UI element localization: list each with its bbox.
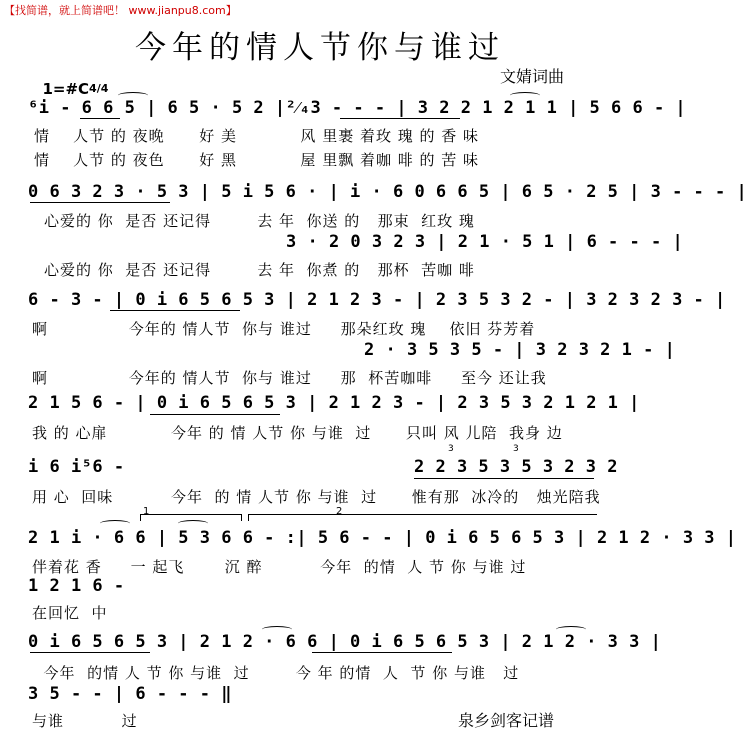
beam-underline [80,118,120,119]
site-header: 【找简谱，就上简谱吧！ www.jianpu8.com】 [4,4,237,17]
slur-mark [118,92,148,99]
slur-mark [510,92,540,99]
key-signature [32,62,108,98]
time-signature: 4/4 [89,82,109,95]
lyric-line-6: 啊 今年的 情人节 你与 谁过 那 杯苦咖啡 至今 还让我 [32,369,547,387]
beam-underline [30,652,150,653]
transcriber-credit: 泉乡剑客记谱 [458,711,555,730]
notation-line-6: 2 1 5 6 - | 0 i 6 5 6 5 3 | 2 1 2 3 - | 2 3 5 3 2 1 2 1 | [28,393,640,413]
notation-line-12: 3 5 - - | 6 - - - ‖ [28,684,232,704]
notation-line-9: 2 1 i · 6 6 | 5 3 6 6 - :| 5 6 - - | 0 i 6 5 6 5 3 | 2 1 2 · 3 3 | [28,528,737,548]
key-signature-text: 1=#C [42,80,90,98]
volta-bracket-2 [248,514,597,521]
slur-mark [262,626,292,633]
lyric-line-5: 啊 今年的 情人节 你与 谁过 那朵红玫 瑰 依旧 芬芳着 [32,320,536,338]
triplet-mark-2: 3 [513,444,519,454]
lyric-line-4: 心爱的 你 是否 还记得 去 年 你煮 的 那杯 苦咖 啡 [44,261,475,279]
notation-line-10: 1 2 1 6 - [28,576,125,596]
beam-underline [30,202,170,203]
lyric-line-2: 情 人节 的 夜色 好 黑 屋 里飘 着咖 啡 的 苦 味 [34,151,480,169]
notation-line-4: 6 - 3 - | 0 i 6 5 6 5 3 | 2 1 2 3 - | 2 3 5 3 2 - | 3 2 3 2 3 - | [28,290,726,310]
notation-line-1: ⁶i - 6 6 5 | 6 5 · 5 2 |²⁄₄3 - - - | 3 2 2 1 2 1 1 | 5 6 6 - | [28,98,687,118]
slur-mark [556,626,586,633]
beam-underline [414,478,594,479]
notation-line-8: 2 2 3 5 3 5 3 2 3 2 [414,457,618,477]
slur-mark [178,520,208,527]
notation-line-3: 3 · 2 0 3 2 3 | 2 1 · 5 1 | 6 - - - | [286,232,684,252]
composer-credit: 文婧词曲 [500,67,565,86]
lyric-line-8: 用 心 回味 今年 的 情 人节 你 与谁 过 惟有那 冰冷的 烛光陪我 [32,488,601,506]
lyric-line-9: 伴着花 香 一 起飞 沉 醉 今年 的情 人 节 你 与谁 过 [32,558,527,576]
lyric-line-7: 我 的 心扉 今年 的 情 人节 你 与谁 过 只叫 风 儿陪 我身 边 [32,424,563,442]
lyric-line-12: 与谁 过 [32,712,138,730]
lyric-line-10: 在回忆 中 [32,604,108,622]
beam-underline [312,652,452,653]
slur-mark [100,520,130,527]
lyric-line-1: 情 人节 的 夜晚 好 美 风 里裹 着玫 瑰 的 香 味 [34,127,480,145]
volta-label-1: 1 [143,506,150,517]
notation-line-2: 0 6 3 2 3 · 5 3 | 5 i 5 6 · | i · 6 0 6 6 5 | 6 5 · 2 5 | 3 - - - | [28,182,747,202]
lyric-line-3: 心爱的 你 是否 还记得 去 年 你送 的 那束 红玫 瑰 [44,212,475,230]
triplet-mark-1: 3 [448,444,454,454]
notation-line-7: i 6 i⁵6 - [28,457,125,477]
beam-underline [340,118,460,119]
beam-underline [110,310,240,311]
song-title: 今年的情人节你与谁过 [135,30,505,66]
notation-line-5: 2 · 3 5 3 5 - | 3 2 3 2 1 - | [364,340,676,360]
notation-line-11: 0 i 6 5 6 5 3 | 2 1 2 · 6 6 | 0 i 6 5 6 5 3 | 2 1 2 · 3 3 | [28,632,662,652]
lyric-line-11: 今年 的情 人 节 你 与谁 过 今 年 的情 人 节 你 与谁 过 [32,664,520,682]
beam-underline [150,414,280,415]
volta-label-2: 2 [336,506,343,517]
